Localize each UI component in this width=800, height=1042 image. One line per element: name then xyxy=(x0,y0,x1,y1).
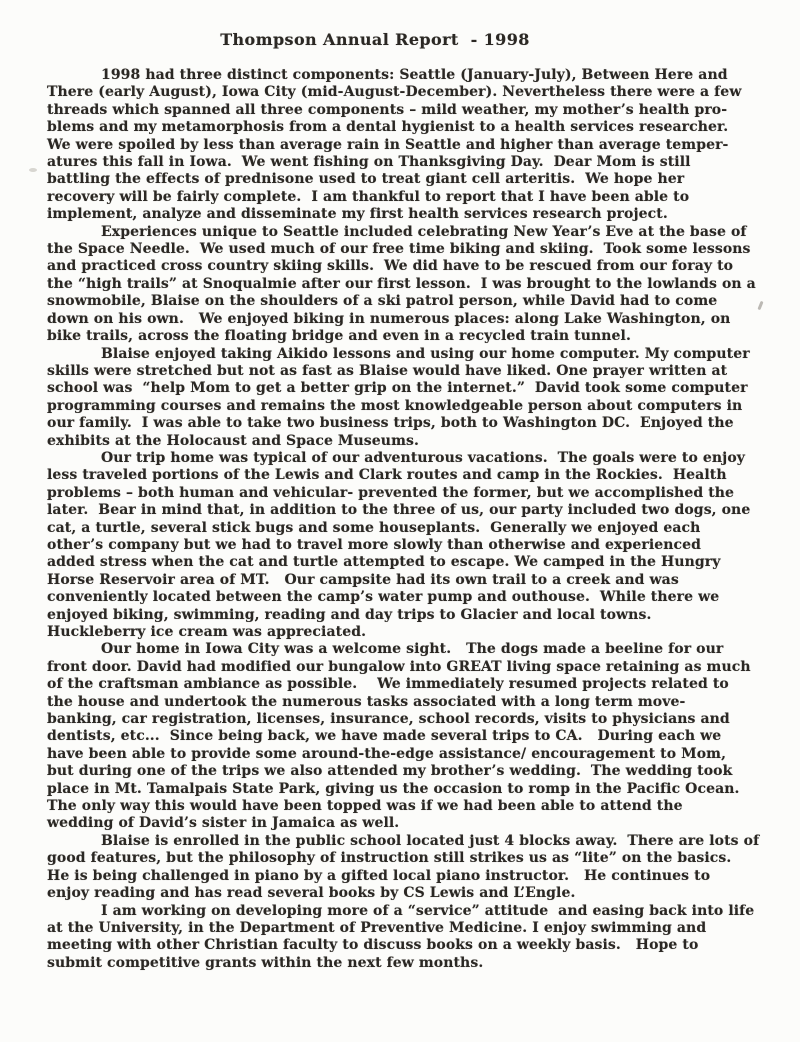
text-line: Experiences unique to Seattle included celebrating New Year’s Eve at the base of xyxy=(101,223,747,240)
paragraph xyxy=(47,346,759,450)
text-line: enjoy reading and has read several books by CS Lewis and L’Engle. xyxy=(47,885,576,902)
text-line: have been able to provide some around-the-edge assistance/ encouragement to Mom, xyxy=(47,745,727,762)
text-line: The only way this would have been topped was if we had been able to attend the xyxy=(47,798,683,815)
paragraph xyxy=(47,224,759,346)
text-line: threads which spanned all three components – mild weather, my mother’s health pro- xyxy=(47,101,728,118)
text-line: place in Mt. Tamalpais State Park, giving us the occasion to romp in the Pacific Ocean. xyxy=(47,780,740,797)
text-line: banking, car registration, licenses, insurance, school records, visits to physicians and xyxy=(47,711,730,728)
text-line: submit competitive grants within the next few months. xyxy=(47,954,484,971)
text-line: battling the effects of prednisone used to treat giant cell arteritis. We hope her xyxy=(47,171,685,188)
paragraph xyxy=(47,903,759,973)
text-line: Blaise enjoyed taking Aikido lessons and using our home computer. My computer xyxy=(101,345,750,362)
text-line: and practiced cross country skiing skills. We did have to be rescued from our foray to xyxy=(47,258,734,275)
paragraph xyxy=(47,641,759,832)
text-line: down on his own. We enjoyed biking in numerous places: along Lake Washington, on xyxy=(47,310,731,327)
text-line: problems – both human and vehicular- prevented the former, but we accomplished the xyxy=(47,484,735,501)
text-line: Our home in Iowa City was a welcome sight. The dogs made a beeline for our xyxy=(101,641,724,658)
text-line: the Space Needle. We used much of our free time biking and skiing. Took some lessons xyxy=(47,241,751,258)
text-line: other’s company but we had to travel more slowly than otherwise and experienced xyxy=(47,536,702,553)
text-line: exhibits at the Holocaust and Space Museums. xyxy=(47,432,419,449)
text-line: conveniently located between the camp’s water pump and outhouse. While there we xyxy=(47,589,720,606)
text-line: but during one of the trips we also attended my brother’s wedding. The wedding took xyxy=(47,763,733,780)
text-line: blems and my metamorphosis from a dental hygienist to a health services researcher. xyxy=(47,119,729,136)
text-line: added stress when the cat and turtle attempted to escape. We camped in the Hungry xyxy=(47,554,721,571)
text-line: wedding of David’s sister in Jamaica as well. xyxy=(47,815,400,832)
scan-speck-artifact xyxy=(29,168,37,172)
text-line: good features, but the philosophy of instruction still strikes us as “lite” on the basics. xyxy=(47,850,732,867)
text-line: school was “help Mom to get a better grip on the internet.” David took some computer xyxy=(47,380,748,397)
text-line: at the University, in the Department of Preventive Medicine. I enjoy swimming and xyxy=(47,919,707,936)
text-line: less traveled portions of the Lewis and Clark routes and camp in the Rockies. Health xyxy=(47,467,727,484)
text-line: the house and undertook the numerous tasks associated with a long term move- xyxy=(47,693,686,710)
text-line: 1998 had three distinct components: Seattle (January-July), Between Here and xyxy=(101,67,728,83)
text-line: cat, a turtle, several stick bugs and some houseplants. Generally we enjoyed each xyxy=(47,519,701,536)
text-line: bike trails, across the floating bridge and even in a recycled train tunnel. xyxy=(47,328,631,345)
document-title: Thompson Annual Report - 1998 xyxy=(220,30,530,49)
text-line: He is being challenged in piano by a gifted local piano instructor. He continues to xyxy=(47,867,711,884)
text-line: recovery will be fairly complete. I am thankful to report that I have been able to xyxy=(47,188,690,205)
text-line: snowmobile, Blaise on the shoulders of a ski patrol person, while David had to come xyxy=(47,293,718,310)
text-line: I am working on developing more of a “service” attitude and easing back into life xyxy=(101,902,755,919)
text-line: Blaise is enrolled in the public school located just 4 blocks away. There are lots of xyxy=(101,832,760,849)
text-line: programming courses and remains the most knowledgeable person about computers in xyxy=(47,397,743,414)
text-line: later. Bear in mind that, in addition to the three of us, our party included two dogs, one xyxy=(47,502,751,519)
text-line: dentists, etc... Since being back, we have made several trips to CA. During each we xyxy=(47,728,722,745)
text-line: There (early August), Iowa City (mid-August-December). Nevertheless there were a few xyxy=(47,84,742,101)
text-line: our family. I was able to take two business trips, both to Washington DC. Enjoyed the xyxy=(47,415,734,432)
text-line: meeting with other Christian faculty to discuss books on a weekly basis. Hope to xyxy=(47,937,699,954)
text-line: Our trip home was typical of our adventurous vacations. The goals were to enjoy xyxy=(101,449,745,466)
text-line: of the craftsman ambiance as possible. We immediately resumed projects related to xyxy=(47,676,729,693)
text-line: atures this fall in Iowa. We went fishing on Thanksgiving Day. Dear Mom is still xyxy=(47,154,691,171)
paragraph xyxy=(47,67,759,224)
text-line: Horse Reservoir area of MT. Our campsite had its own trail to a creek and was xyxy=(47,571,679,588)
paragraph xyxy=(47,450,759,641)
text-line: Huckleberry ice cream was appreciated. xyxy=(47,624,367,640)
document-body xyxy=(47,67,759,972)
text-line: enjoyed biking, swimming, reading and day trips to Glacier and local towns. xyxy=(47,606,652,623)
text-line: the “high trails” at Snoqualmie after our first lesson. I was brought to the lowlands on a xyxy=(47,275,756,292)
text-line: We were spoiled by less than average rain in Seattle and higher than average temper- xyxy=(47,136,729,153)
paragraph xyxy=(47,833,759,903)
text-line: skills were stretched but not as fast as Blaise would have liked. One prayer written at xyxy=(47,362,728,379)
text-line: implement, analyze and disseminate my first health services research project. xyxy=(47,206,668,223)
text-line: front door. David had modified our bungalow into GREAT living space retaining as much xyxy=(47,658,751,675)
